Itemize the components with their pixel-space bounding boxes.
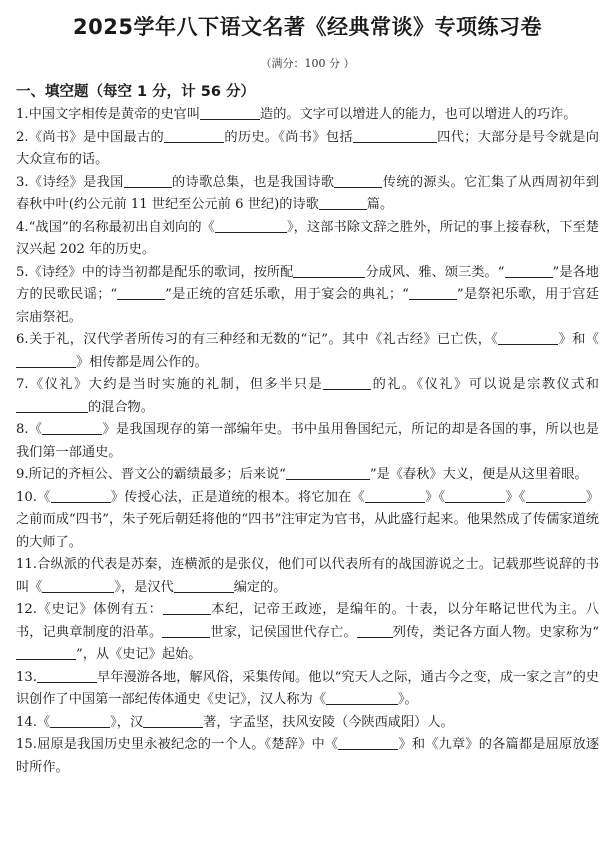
question-text: 》和《 [558, 332, 599, 347]
question-item [16, 172, 599, 217]
answer-blank[interactable] [16, 645, 76, 660]
question-item [16, 104, 599, 127]
answer-blank[interactable] [334, 173, 382, 188]
question-text: 》是我国现存的第一部编年史。书中虽用鲁国纪元，所记的却是各国的事，所以也是我们第一部通史。 [16, 422, 599, 460]
answer-blank[interactable] [200, 105, 260, 120]
answer-blank[interactable] [16, 398, 88, 413]
question-text: 15.屈原是我国历史里永被纪念的一个人。《楚辞》中《 [16, 737, 339, 752]
section-heading: 一、填空题（每空 1 分，计 56 分） [16, 84, 255, 100]
question-text: ”是正统的宫廷乐歌，用于宴会的典礼；“ [165, 287, 409, 302]
question-item [16, 374, 599, 419]
question-text: 》传授心法，正是道统的根本。将它加在《 [110, 489, 365, 505]
question-text: 早年漫游各地，解风俗，采集传闻。他以“究天人之际，通古今之变，成一家之言”的史识创作了中国第一部纪传体通史《史记》，汉人称为《 [16, 669, 599, 707]
question-item [16, 262, 599, 330]
question-text: 》。 [397, 692, 418, 707]
answer-blank[interactable] [365, 488, 425, 503]
question-text: 》和《九章》的各篇都是屈原放逐时所作。 [16, 737, 600, 775]
question-text: 13. [16, 669, 37, 685]
question-text: 的诗歌总集，也是我国诗歌 [171, 174, 335, 190]
question-text: 5.《诗经》中的诗当初都是配乐的歌词，按所配 [16, 264, 294, 280]
question-item [16, 419, 599, 464]
question-text: 》，这部书除文辞之胜外，所记的事上接春秋，下至楚汉兴起 202 年的历史。 [16, 219, 599, 257]
answer-blank[interactable] [498, 330, 558, 345]
question-text: 世家，记侯国世代存亡。 [210, 624, 357, 640]
question-text: 的历史。《尚书》包括 [224, 129, 353, 145]
question-text: 》《 [505, 489, 526, 505]
answer-blank[interactable] [326, 690, 398, 705]
answer-blank[interactable] [37, 668, 97, 683]
question-text: 分成风、雅、颂三类。“ [365, 264, 505, 280]
question-text: 》之前而成“四书”，朱子死后朝廷将他的“四书”注审定为官书，从此盛行起来。他果然成了传儒家道统的大师了。 [16, 489, 600, 550]
answer-blank[interactable] [162, 623, 210, 638]
question-text: 著，字孟坚，扶风安陵（今陕西咸阳）人。 [203, 714, 454, 730]
question-text: 》，是汉代 [114, 579, 174, 595]
answer-blank[interactable] [357, 623, 393, 638]
question-item [16, 487, 599, 555]
answer-blank[interactable] [293, 263, 365, 278]
question-text: 2.《尚书》是中国最古的 [16, 129, 165, 145]
question-text: 》《 [424, 489, 446, 505]
exam-title: 2025学年八下语文名著《经典常谈》专项练习卷 [73, 15, 542, 39]
question-text: 8.《 [16, 422, 43, 437]
question-text: 四代；大部分是号令就是向大众宣布的话。 [16, 129, 599, 167]
question-text: 6.关于礼，汉代学者所传习的有三种经和无数的“记”。其中《礼古经》已亡佚，《 [16, 332, 499, 347]
full-score-label: （满分：100 分 ） [260, 57, 355, 70]
question-text: 4.“战国”的名称最初出自刘向的《 [16, 219, 215, 235]
answer-blank[interactable] [164, 128, 224, 143]
answer-blank[interactable] [505, 263, 553, 278]
answer-blank[interactable] [51, 488, 111, 503]
answer-blank[interactable] [163, 600, 211, 615]
question-text: ”是祭祀乐歌，用于宫廷宗庙祭祀。 [16, 287, 599, 325]
answer-blank[interactable] [319, 195, 367, 210]
question-text: 编定的。 [233, 579, 287, 595]
answer-blank[interactable] [143, 713, 203, 728]
answer-blank[interactable] [323, 375, 371, 390]
question-text: 的礼。《仪礼》可以说是宗教仪式和 [371, 377, 599, 392]
question-item [16, 667, 599, 712]
question-text: 3.《诗经》是我国 [16, 174, 124, 190]
question-text: 》相传都是周公作的。 [76, 354, 208, 370]
answer-blank[interactable] [50, 713, 110, 728]
answer-blank[interactable] [409, 285, 457, 300]
question-text: 传统的源头。它汇集了从西周初年到春秋中叶(约公元前 11 世纪至公元前 6 世纪)的诗歌 [16, 174, 599, 212]
question-item [16, 712, 599, 735]
question-text: 的混合物。 [88, 399, 154, 415]
answer-blank[interactable] [124, 173, 172, 188]
question-text: ”是各地方的民歌民谣；“ [16, 264, 599, 302]
question-text: 11.合纵派的代表是苏秦，连横派的是张仪，他们可以代表所有的战国游说之士。记载那些说辞的书叫《 [16, 557, 599, 595]
answer-blank[interactable] [42, 420, 102, 435]
question-text: 7.《仪礼》大约是当时实施的礼制，但多半只是 [16, 377, 324, 392]
question-item [16, 734, 599, 779]
question-text: 列传，类记各方面人物。史家称为“ [392, 624, 599, 640]
answer-blank[interactable] [526, 488, 586, 503]
question-text: 造的。文字可以增进人的能力，也可以增进人的巧诈。 [260, 107, 577, 122]
answer-blank[interactable] [353, 128, 437, 143]
question-item [16, 329, 599, 374]
answer-blank[interactable] [42, 578, 114, 593]
question-text: ”是《春秋》大义，便是从这里着眼。 [369, 467, 588, 482]
question-text: 9.所记的齐桓公、晋文公的霸绩最多；后来说“ [16, 467, 286, 482]
answer-blank[interactable] [117, 285, 165, 300]
question-text: 12.《史记》体例有五： [16, 602, 163, 617]
answer-blank[interactable] [174, 578, 234, 593]
question-item [16, 127, 599, 172]
answer-blank[interactable] [445, 488, 505, 503]
question-item [16, 217, 599, 262]
question-text: 本纪，记帝王政迹，是编年的。十表，以分年略记世代为主。八书，记典章制度的沿革。 [16, 602, 599, 640]
question-item [16, 554, 599, 599]
question-item [16, 464, 599, 487]
answer-blank[interactable] [215, 218, 287, 233]
answer-blank[interactable] [16, 353, 76, 368]
question-text: 1.中国文字相传是黄帝的史官叫 [16, 107, 201, 122]
answer-blank[interactable] [338, 735, 398, 750]
answer-blank[interactable] [286, 465, 370, 480]
question-text: ”，从《史记》起始。 [76, 647, 202, 662]
question-text: 10.《 [16, 489, 51, 505]
question-text: 14.《 [16, 714, 51, 730]
question-item [16, 599, 599, 667]
question-text: 》，汉 [110, 714, 144, 730]
question-list [16, 104, 599, 779]
question-text: 篇。 [366, 197, 394, 212]
